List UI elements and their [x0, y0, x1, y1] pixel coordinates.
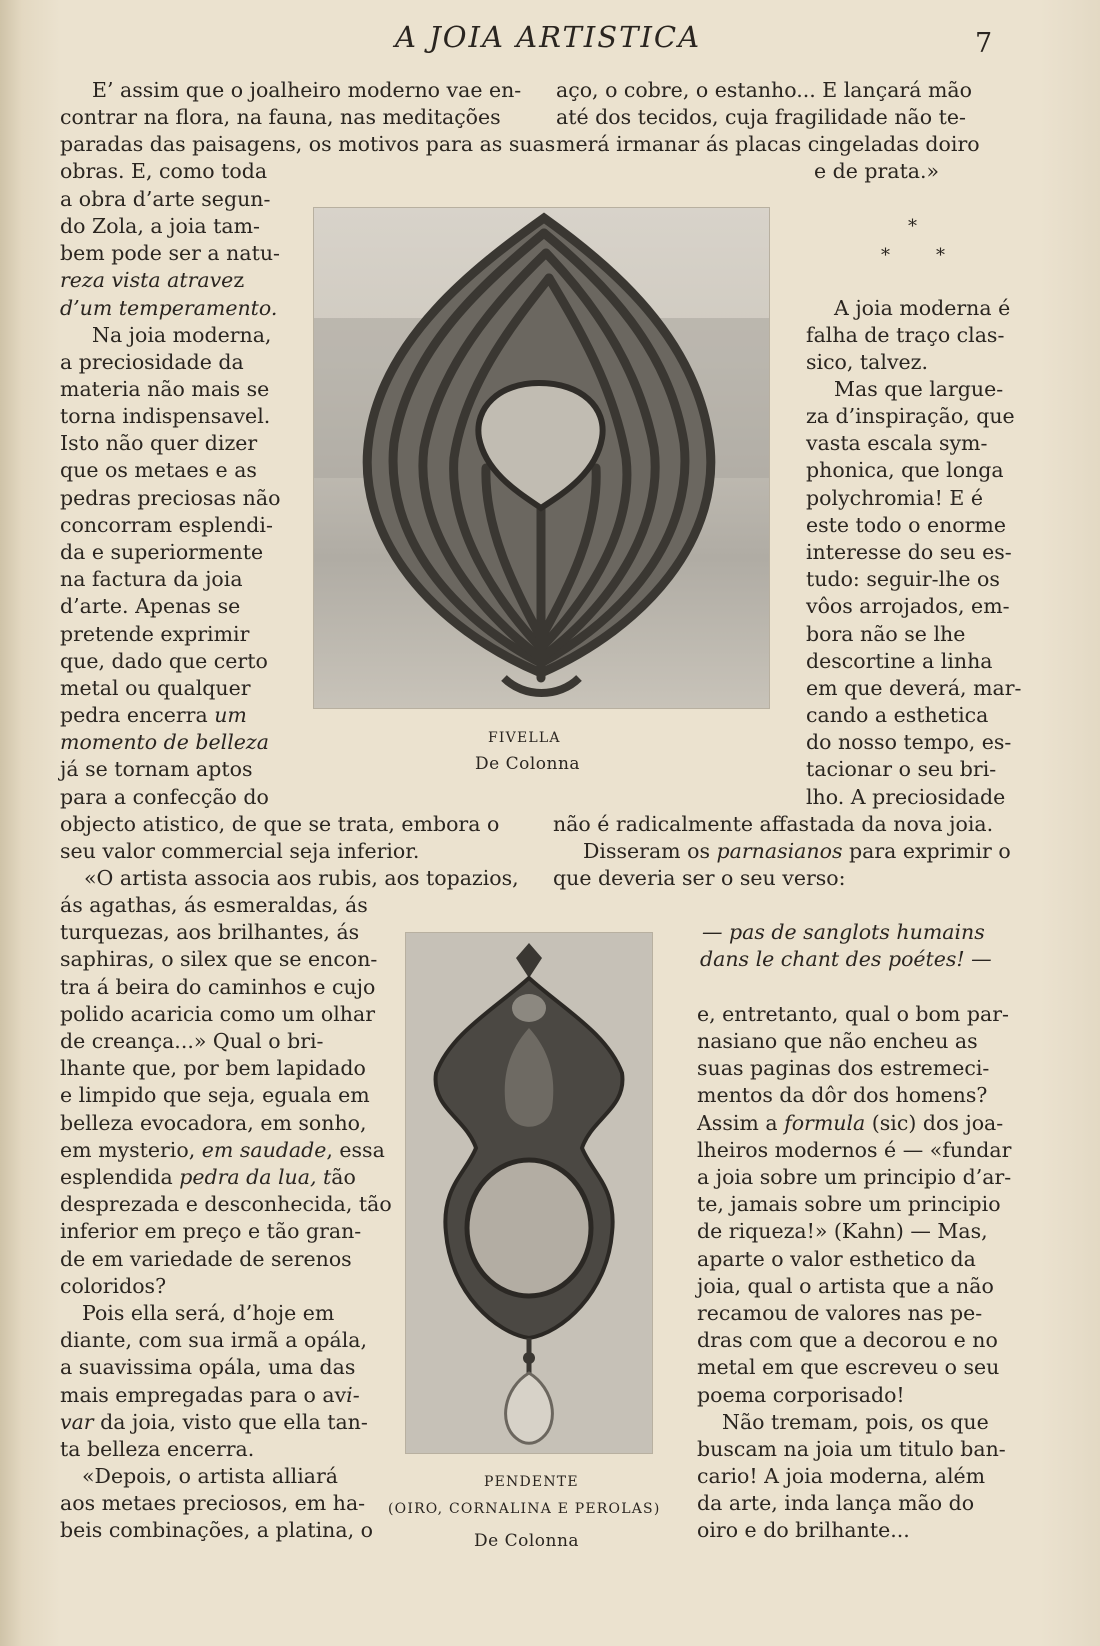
right-line: Mas que largue- [834, 377, 1004, 401]
right-line: interesse do seu es- [806, 540, 1012, 564]
left-line: seu valor commercial seja inferior. [60, 839, 420, 863]
left-line: que, dado que certo [60, 649, 268, 673]
asterism-right: * [936, 245, 945, 266]
right-line: polychromia! E é [806, 486, 984, 510]
left-line: torna indispensavel. [60, 404, 271, 428]
left-line: pedras preciosas não [60, 486, 281, 510]
right-line: de riqueza!» (Kahn) — Mas, [697, 1219, 988, 1243]
right-line: a joia sobre um principio d’ar- [697, 1165, 1012, 1189]
left-line: turquezas, aos brilhantes, ás [60, 920, 360, 944]
right-line: até dos tecidos, cuja fragilidade não te- [556, 105, 966, 129]
right-line: tudo: seguir-lhe os [806, 567, 1000, 591]
left-line: obras. E, como toda [60, 159, 268, 183]
right-line: — pas de sanglots humains [702, 920, 985, 944]
right-line: cando a esthetica [806, 703, 989, 727]
left-line: para a confecção do [60, 785, 269, 809]
left-line: lhante que, por bem lapidado [60, 1056, 366, 1080]
right-line: merá irmanar ás placas cingeladas doiro [556, 132, 980, 156]
right-line: mentos da dôr dos homens? [697, 1083, 988, 1107]
left-line: materia não mais se [60, 377, 270, 401]
pendant-caption-author: De Colonna [474, 1531, 580, 1551]
page-number: 7 [975, 28, 993, 59]
right-line: cario! A joia moderna, além [697, 1464, 986, 1488]
right-line: joia, qual o artista que a não [697, 1274, 994, 1298]
left-line: d’um temperamento. [60, 296, 278, 320]
left-line: a suavissima opála, uma das [60, 1355, 356, 1379]
right-line: dras com que a decorou e no [697, 1328, 998, 1352]
right-line: bora não se lhe [806, 622, 966, 646]
left-line: aos metaes preciosos, em ha- [60, 1491, 366, 1515]
page-header [0, 18, 1100, 58]
left-line: Pois ella será, d’hoje em [82, 1301, 335, 1325]
running-title: A JOIA ARTISTICA [395, 20, 702, 54]
left-line: belleza evocadora, em sonho, [60, 1111, 367, 1135]
right-line: que deveria ser o seu verso: [553, 866, 846, 890]
left-line: bem pode ser a natu- [60, 241, 280, 265]
right-line: e, entretanto, qual o bom par- [697, 1002, 1009, 1026]
left-line: ta belleza encerra. [60, 1437, 255, 1461]
right-line: em que deverá, mar- [806, 676, 1022, 700]
left-line: «O artista associa aos rubis, aos topazios, [84, 866, 519, 890]
right-line: este todo o enorme [806, 513, 1007, 537]
buckle-photo [313, 207, 770, 709]
left-line: na factura da joia [60, 567, 243, 591]
left-line: objecto atistico, de que se trata, embora o [60, 812, 500, 836]
right-line: recamou de valores nas pe- [697, 1301, 983, 1325]
right-line: da arte, inda lança mão do [697, 1491, 975, 1515]
right-line: Disseram os parnasianos para exprimir o [583, 839, 1011, 863]
left-line: Na joia moderna, [92, 323, 272, 347]
buckle-caption-author: De Colonna [475, 754, 581, 774]
right-line: lho. A preciosidade [806, 785, 1006, 809]
right-line: vasta escala sym- [806, 431, 988, 455]
left-line: concorram esplendi- [60, 513, 273, 537]
right-line: phonica, que longa [806, 458, 1004, 482]
left-line: beis combinações, a platina, o [60, 1518, 373, 1542]
right-line: vôos arrojados, em- [806, 594, 1010, 618]
left-line: reza vista atravez [60, 268, 245, 292]
right-line: tacionar o seu bri- [806, 757, 997, 781]
left-line: ás agathas, ás esmeraldas, ás [60, 893, 368, 917]
left-line: mais empregadas para o avi- [60, 1383, 360, 1407]
left-line: a obra d’arte segun- [60, 187, 271, 211]
left-line: paradas das paisagens, os motivos para as suas [60, 132, 556, 156]
right-line: suas paginas dos estremeci- [697, 1056, 990, 1080]
right-line: do nosso tempo, es- [806, 730, 1012, 754]
right-line: poema corporisado! [697, 1383, 905, 1407]
right-line: Não tremam, pois, os que [722, 1410, 989, 1434]
right-line: não é radicalmente affastada da nova joia. [553, 812, 994, 836]
right-line: sico, talvez. [806, 350, 928, 374]
right-line: aparte o valor esthetico da [697, 1247, 976, 1271]
pendant-caption-title: PENDENTE [484, 1474, 579, 1490]
left-line: do Zola, a joia tam- [60, 214, 260, 238]
left-line: d’arte. Apenas se [60, 594, 241, 618]
left-line: E’ assim que o joalheiro moderno vae en- [92, 78, 522, 102]
left-line: polido acaricia como um olhar [60, 1002, 376, 1026]
left-line: desprezada e desconhecida, tão [60, 1192, 392, 1216]
right-line: nasiano que não encheu as [697, 1029, 978, 1053]
right-line: falha de traço clas- [806, 323, 1005, 347]
right-line: oiro e do brilhante... [697, 1518, 910, 1542]
left-line: pedra encerra um [60, 703, 247, 727]
left-line: pretende exprimir [60, 622, 250, 646]
left-line: contrar na flora, na fauna, nas meditações [60, 105, 501, 129]
left-line: coloridos? [60, 1274, 167, 1298]
right-line: e de prata.» [814, 159, 940, 183]
left-line: metal ou qualquer [60, 676, 251, 700]
buckle-caption-title: FIVELLA [488, 730, 561, 746]
pendant-cornelian [467, 1160, 591, 1296]
asterism-top: * [908, 216, 917, 237]
left-line: e limpido que seja, eguala em [60, 1083, 370, 1107]
left-line: que os metaes e as [60, 458, 257, 482]
pendant-photo [405, 932, 653, 1454]
right-line: A joia moderna é [834, 296, 1011, 320]
right-line: Assim a formula (sic) dos joa- [697, 1111, 1004, 1135]
right-line: lheiros modernos é — «fundar [697, 1138, 1012, 1162]
left-line: de creança...» Qual o bri- [60, 1029, 324, 1053]
right-line: metal em que escreveu o seu [697, 1355, 1000, 1379]
left-line: momento de belleza [60, 730, 269, 754]
right-line: dans le chant des poétes! — [700, 947, 992, 971]
left-line: var da joia, visto que ella tan- [60, 1410, 368, 1434]
left-line: saphiras, o silex que se encon- [60, 947, 378, 971]
left-line: esplendida pedra da lua, tão [60, 1165, 356, 1189]
asterism-left: * [881, 245, 890, 266]
left-line: a preciosidade da [60, 350, 244, 374]
right-line: aço, o cobre, o estanho... E lançará mão [556, 78, 972, 102]
pendant-caption-detail: (OIRO, CORNALINA E PEROLAS) [388, 1501, 661, 1517]
right-line: buscam na joia um titulo ban- [697, 1437, 1006, 1461]
left-line: em mysterio, em saudade, essa [60, 1138, 385, 1162]
right-line: za d’inspiração, que [806, 404, 1015, 428]
right-line: te, jamais sobre um principio [697, 1192, 1001, 1216]
left-line: inferior em preço e tão gran- [60, 1219, 362, 1243]
left-line: da e superiormente [60, 540, 264, 564]
right-line: descortine a linha [806, 649, 993, 673]
left-line: de em variedade de serenos [60, 1247, 352, 1271]
left-line: «Depois, o artista alliará [82, 1464, 338, 1488]
left-line: diante, com sua irmã a opála, [60, 1328, 367, 1352]
left-line: já se tornam aptos [60, 757, 253, 781]
left-line: Isto não quer dizer [60, 431, 258, 455]
left-line: tra á beira do caminhos e cujo [60, 975, 376, 999]
